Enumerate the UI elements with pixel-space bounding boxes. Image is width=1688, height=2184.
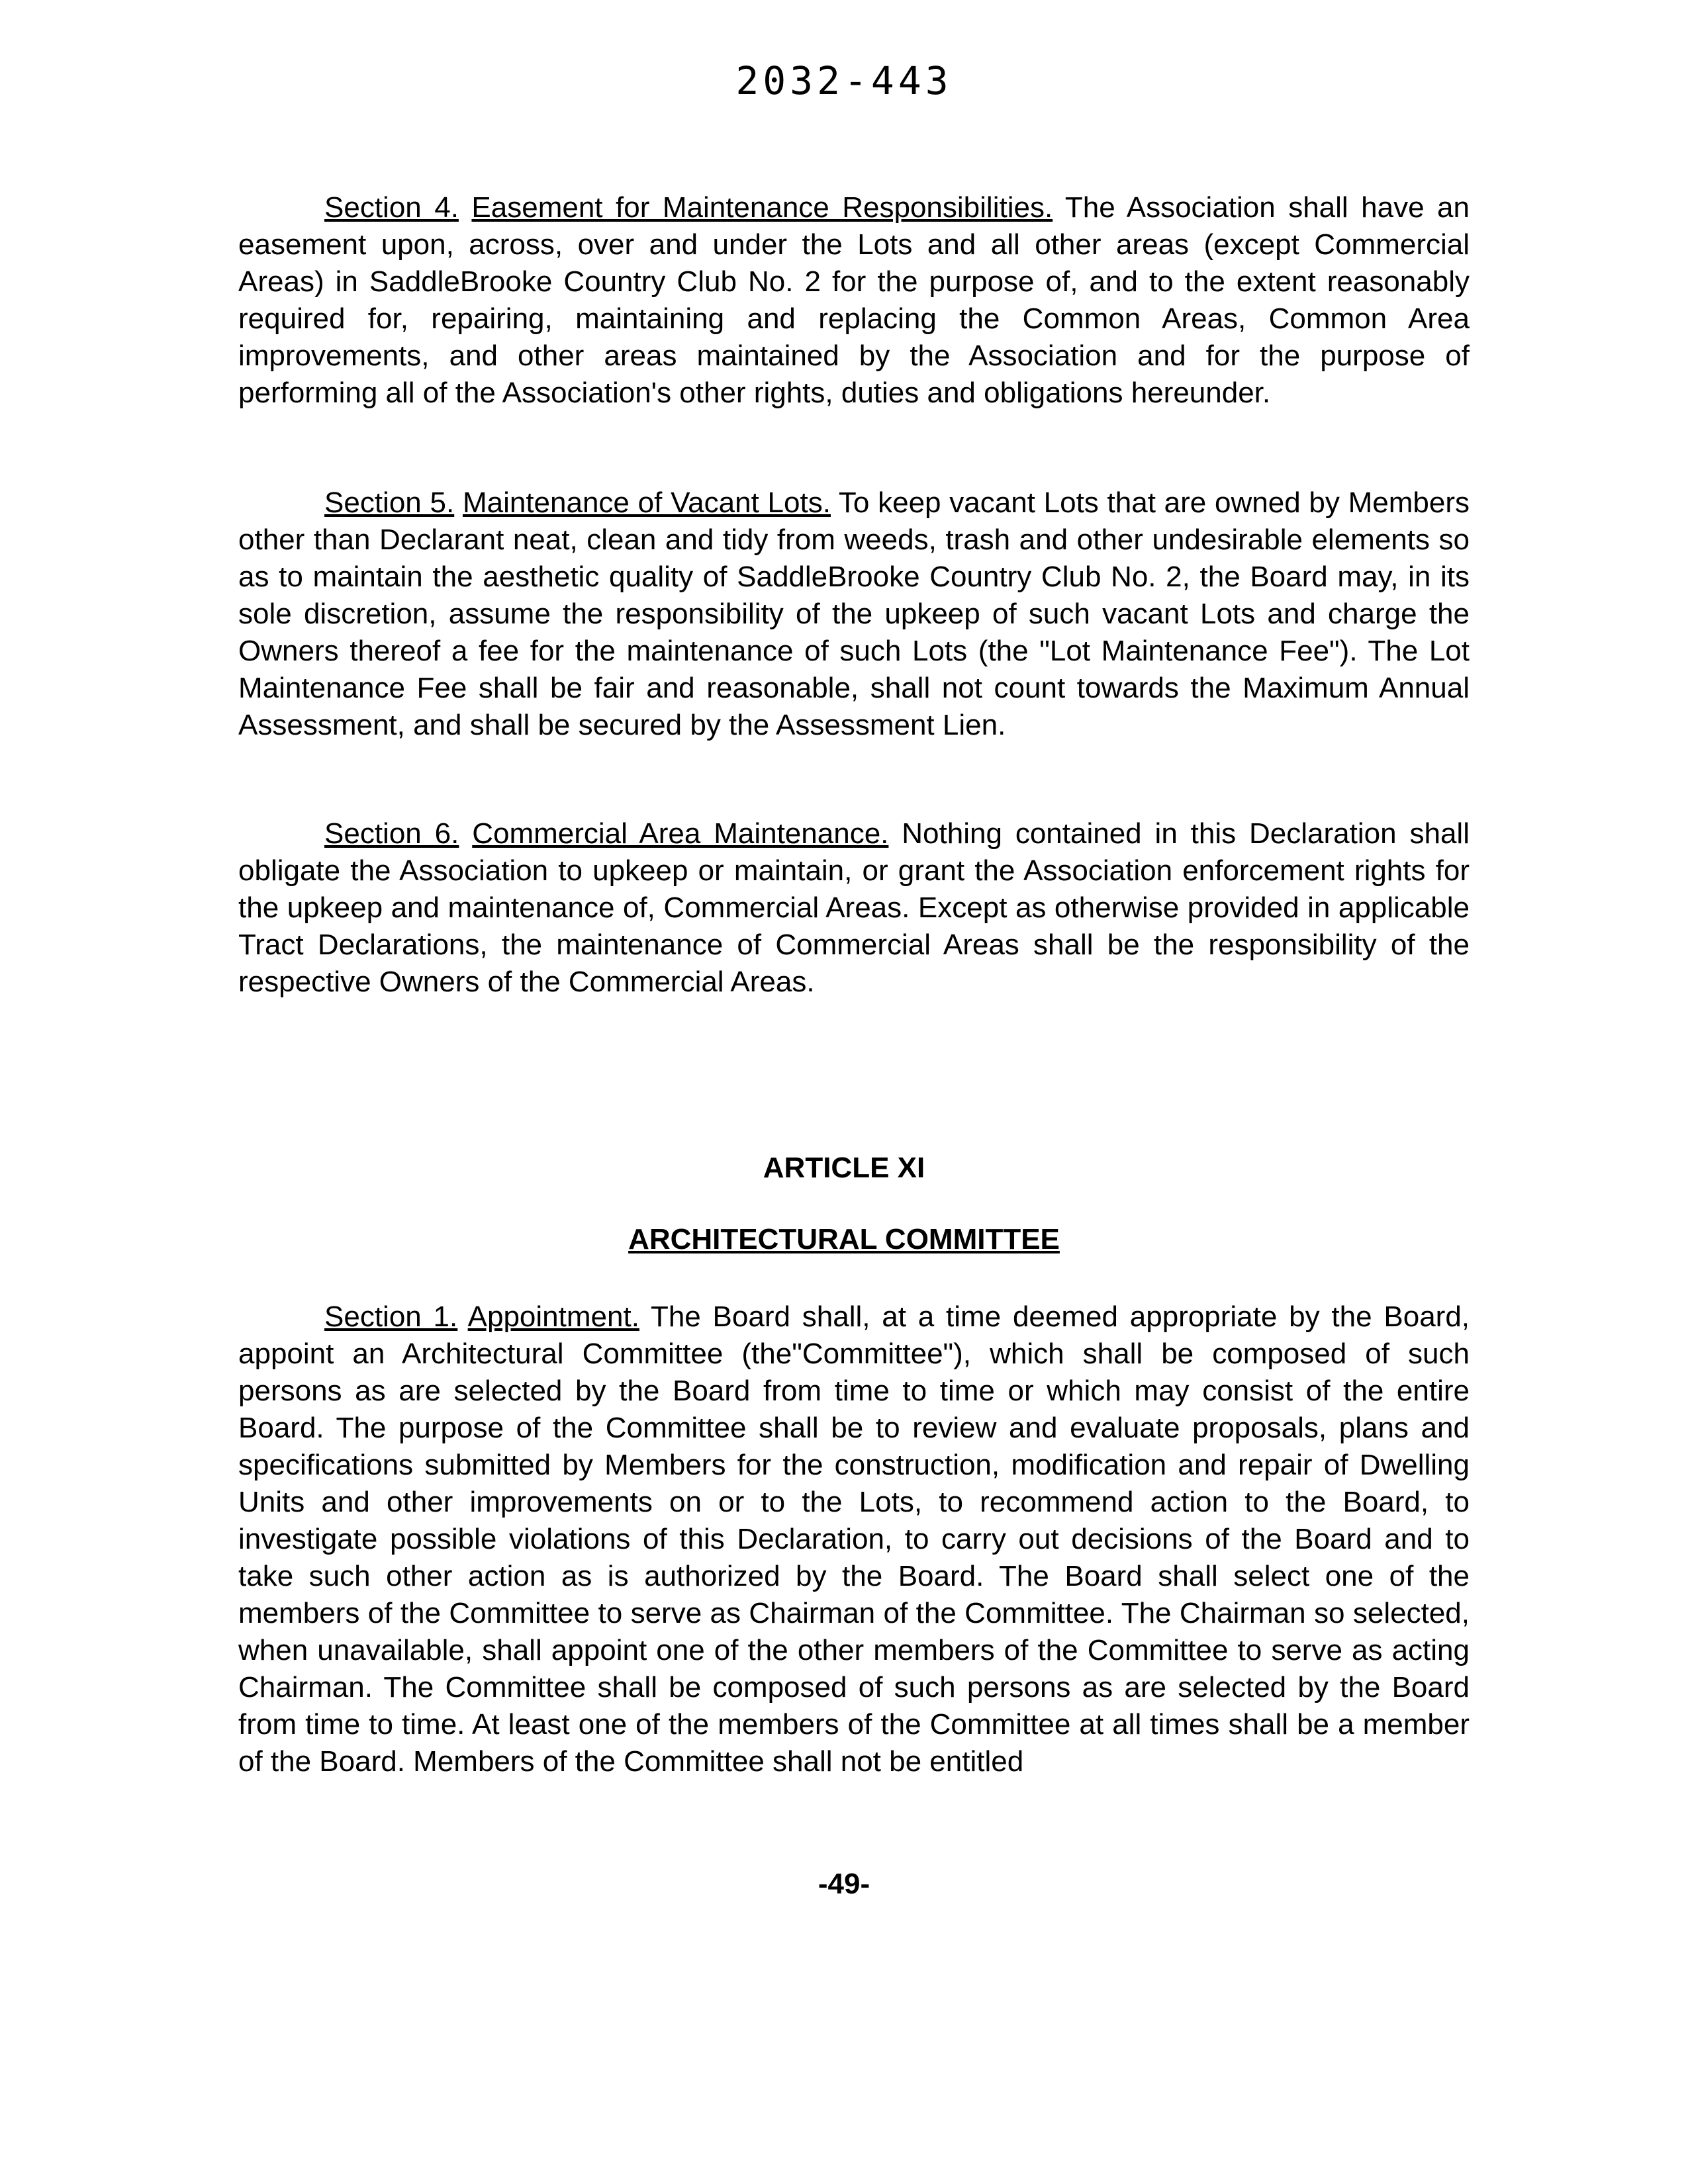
page-number: -49-	[818, 1868, 870, 1900]
section-6-body: Nothing contained in this Declaration shall obligate the Association to upkeep or maintain, or grant the Association enforcement rights for the upkeep and maintenance of, Commercial Areas. Except as otherwise provided in applicable Tract Declarations, the maintenance of Commercial Areas shall be the responsibility of the respective Owners of the Commercial Areas.	[238, 817, 1470, 998]
section-5-body: To keep vacant Lots that are owned by Members other than Declarant neat, clean and tidy from weeds, trash and other undesirable elements so as to maintain the aesthetic quality of SaddleBrooke Country Club No. 2, the Board may, in its sole discretion, assume the responsibility of the upkeep of such vacant Lots and charge the Owners thereof a fee for the maintenance of such Lots (the "Lot Maintenance Fee"). The Lot Maintenance Fee shall be fair and reasonable, shall not count towards the Maximum Annual Assessment, and shall be secured by the Assessment Lien.	[238, 486, 1470, 741]
section-4-body: The Association shall have an easement upon, across, over and under the Lots and all other areas (except Commercial Areas) in SaddleBrooke Country Club No. 2 for the purpose of, and to the extent reasonably required for, repairing, maintaining and replacing the Common Areas, Common Area improvements, and other areas maintained by the Association and for the purpose of performing all of the Association's other rights, duties and obligations hereunder.	[238, 191, 1470, 409]
article-section-1-title: Appointment.	[467, 1300, 639, 1333]
section-6-label: Section 6.	[324, 817, 459, 850]
section-6-title: Commercial Area Maintenance.	[472, 817, 889, 850]
section-5-title: Maintenance of Vacant Lots.	[462, 486, 831, 519]
article-section-1-paragraph	[238, 1298, 1470, 1780]
section-4-label: Section 4.	[324, 191, 459, 224]
section-6-paragraph	[238, 815, 1470, 1001]
document-number: 2032-443	[735, 58, 953, 103]
article-title: ARCHITECTURAL COMMITTEE	[628, 1223, 1060, 1255]
section-4-title: Easement for Maintenance Responsibilities.	[471, 191, 1053, 224]
section-5-label: Section 5.	[324, 486, 455, 519]
article-heading: ARTICLE XI	[763, 1152, 925, 1184]
article-section-1-body: The Board shall, at a time deemed appropriate by the Board, appoint an Architectural Committee (the"Committee"), which shall be composed of such persons as are selected by the Board from time to time or which may consist of the entire Board. The purpose of the Committee shall be to review and evaluate proposals, plans and specifications submitted by Members for the construction, modification and repair of Dwelling Units and other improvements on or to the Lots, to recommend action to the Board, to investigate possible violations of this Declaration, to carry out decisions of the Board and to take such other action as is authorized by the Board. The Board shall select one of the members of the Committee to serve as Chairman of the Committee. The Chairman so selected, when unavailable, shall appoint one of the other members of the Committee to serve as acting Chairman. The Committee shall be composed of such persons as are selected by the Board from time to time. At least one of the members of the Committee at all times shall be a member of the Board. Members of the Committee shall not be entitled	[238, 1300, 1470, 1778]
section-5-paragraph	[238, 484, 1470, 744]
article-section-1-label: Section 1.	[324, 1300, 458, 1333]
section-4-paragraph	[238, 189, 1470, 412]
